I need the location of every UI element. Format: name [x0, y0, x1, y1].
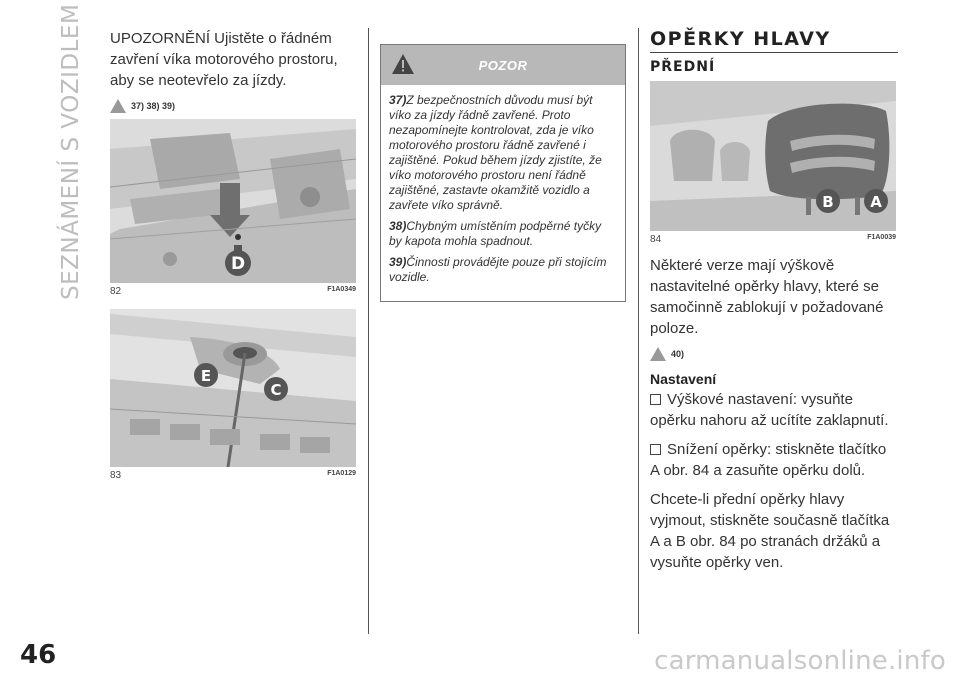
- figure-caption: [110, 286, 356, 297]
- figure-83: [110, 309, 356, 481]
- column-divider: [368, 28, 369, 634]
- warning-box: [380, 44, 626, 302]
- figure-number: 84: [650, 234, 662, 245]
- warning-item: 38)Chybným umístěním podpěrné tyčky by kapota mohla spadnout.: [389, 219, 602, 248]
- page-number: 46: [20, 640, 57, 670]
- warning-box-title: POZOR: [478, 57, 528, 73]
- marker-a: A: [870, 193, 882, 211]
- warning-box-header: [381, 45, 625, 85]
- list-item: Výškové nastavení: vysuňte opěrku nahoru až ucítíte zaklapnutí.: [650, 391, 889, 429]
- column-left: [110, 28, 356, 481]
- warning-item: 37)Z bezpečnostních důvodu musí být víko za jízdy řádně zavřené. Proto nezapomínejte kontrolovat, zda je víko motorového prostoru řádně zavřené i zajištěné. Pokud během jízdy zjistíte, že víko motorového prostoru není řádně zajištěné, zastavte okamžitě vozidlo a zavřete víko správně.: [389, 93, 602, 212]
- hood-latch-illustration: [110, 119, 356, 283]
- warning-reference: [110, 99, 356, 113]
- settings-heading: Nastavení: [650, 371, 717, 387]
- subsection-heading: PŘEDNÍ: [650, 59, 716, 75]
- figure-82: [110, 119, 356, 297]
- figure-code: F1A0129: [327, 470, 356, 477]
- checkbox-bullet-icon: [650, 444, 661, 455]
- warning-box-body: [381, 85, 625, 301]
- figure-number: 83: [110, 470, 122, 481]
- column-middle: [380, 44, 626, 302]
- column-right: [650, 28, 898, 573]
- column-divider: [638, 28, 639, 634]
- figure-number: 82: [110, 286, 122, 297]
- list-item: Snížení opěrky: stiskněte tlačítko A obr. 84 a zasuňte opěrku dolů.: [650, 441, 887, 479]
- warning-triangle-icon: [110, 99, 126, 113]
- heading-rule: [650, 52, 898, 53]
- warning-item: 39)Činnosti provádějte pouze při stojícím vozidle.: [389, 255, 607, 284]
- hood-prop-rod-illustration: [110, 309, 356, 467]
- marker-b: B: [822, 193, 834, 211]
- warning-ref-numbers: 37) 38) 39): [131, 101, 176, 111]
- figure-84: [650, 81, 896, 245]
- removal-paragraph: Chcete-li přední opěrky hlavy vyjmout, stiskněte současně tlačítka A a B obr. 84 po stranách držáků a vysuňte opěrky ven.: [650, 491, 890, 571]
- headrest-illustration: [650, 81, 896, 231]
- checkbox-bullet-icon: [650, 394, 661, 405]
- watermark: carmanualsonline.info: [654, 646, 946, 676]
- section-side-title: SEZNÁMENÍ S VOZIDLEM: [58, 3, 84, 300]
- figure-caption: [650, 234, 896, 245]
- figure-code: F1A0349: [327, 286, 356, 293]
- warning-intro: UPOZORNĚNÍ Ujistěte o řádném zavření víka motorového prostoru, aby se neotevřelo za jízdy.: [110, 30, 338, 89]
- marker-c: C: [270, 381, 282, 399]
- warning-triangle-icon: [391, 53, 415, 75]
- figure-code: F1A0039: [867, 234, 896, 241]
- warning-reference: [650, 347, 898, 361]
- figure-caption: [110, 470, 356, 481]
- warning-triangle-icon: [650, 347, 666, 361]
- intro-paragraph: Některé verze mají výškově nastavitelné opěrky hlavy, které se samočinně zablokují v požadované poloze.: [650, 257, 884, 337]
- section-heading: OPĚRKY HLAVY: [650, 28, 831, 50]
- marker-e: E: [200, 367, 212, 385]
- marker-d: D: [230, 254, 246, 274]
- warning-ref-numbers: 40): [671, 349, 685, 359]
